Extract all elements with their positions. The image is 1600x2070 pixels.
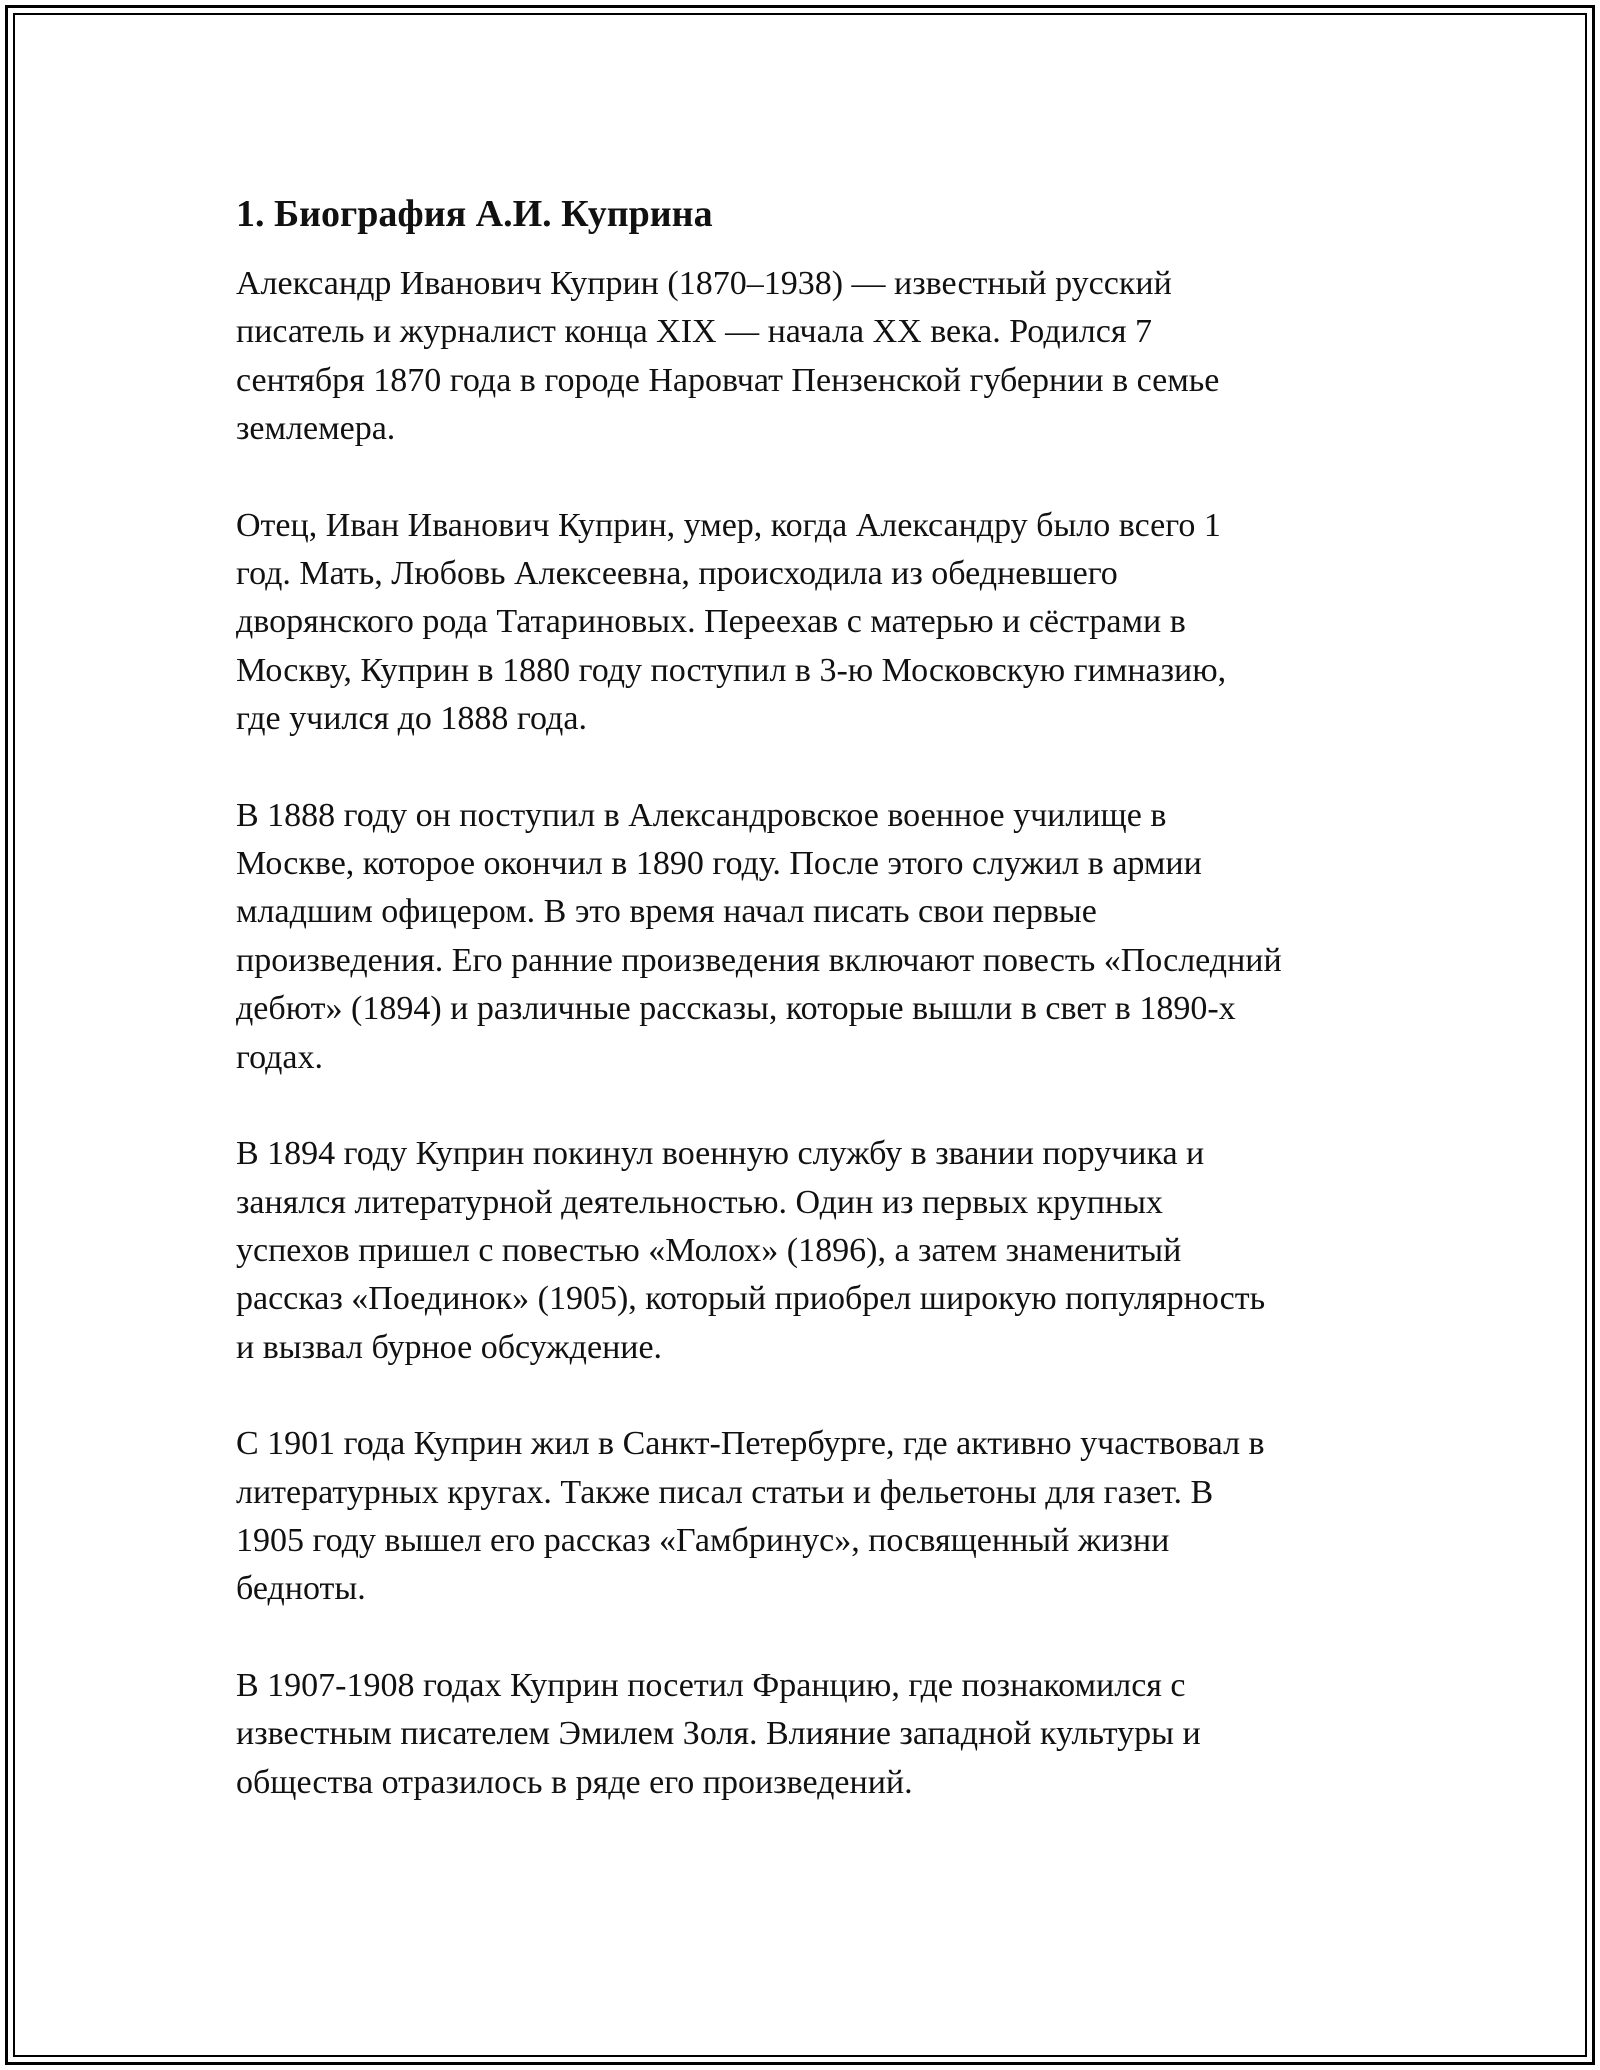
paragraph-france: В 1907-1908 годах Куприн посетил Францию, где познакомился с известным писателем Эмилем Золя. Влияние западной культуры и общества отразилось в ряде его произведений. — [236, 1666, 1201, 1801]
paragraph-military: В 1888 году он поступил в Александровское военное училище в Москве, которое окончил в 1890 году. После этого служил в армии младшим офицером. В это время начал писать свои первые произведения. Его ранние произведения включают повесть «Последний дебют» (1894) и различные рассказы, которые вышли в свет в 1890-х годах. — [236, 796, 1282, 1076]
paragraph-literary-career: В 1894 году Куприн покинул военную службу в звании поручика и занялся литературной деятельностью. Один из первых крупных успехов пришел с повестью «Молох» (1896), а затем знаменитый рассказ «Поединок» (1905), который приобрел широкую популярность и вызвал бурное обсуждение. — [236, 1135, 1266, 1366]
document-title: 1. Биография А.И. Куприна — [236, 193, 713, 235]
paragraph-family: Отец, Иван Иванович Куприн, умер, когда Александру было всего 1 год. Мать, Любовь Алексеевна, происходила из обедневшего дворянского рода Татариновых. Переехав с матерью и сёстрами в Москву, Куприн в 1880 году поступил в 3-ю Московскую гимназию, где учился до 1888 года. — [236, 506, 1227, 738]
paragraph-origins: Александр Иванович Куприн (1870–1938) — известный русский писатель и журналист конца XIX — начала XX века. Родился 7 сентября 1870 года в городе Наровчат Пензенской губернии в семье землемера. — [236, 265, 1220, 448]
document-body — [236, 186, 1376, 1855]
paragraph-petersburg: С 1901 года Куприн жил в Санкт-Петербурге, где активно участвовал в литературных кругах. Также писал статьи и фельетоны для газет. В 1905 году вышел его рассказ «Гамбринус», посвященный жизни бедноты. — [236, 1425, 1265, 1608]
